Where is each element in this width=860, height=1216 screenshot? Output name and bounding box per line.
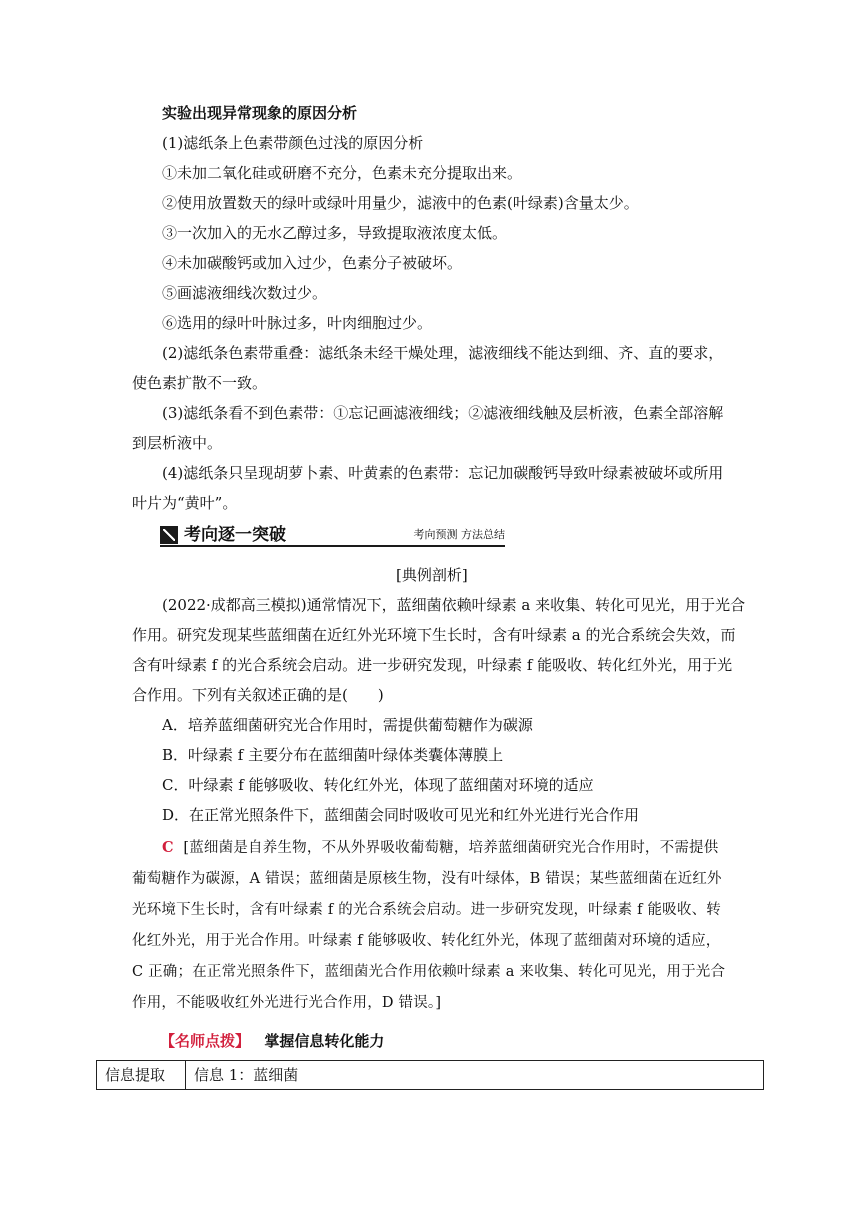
table-cell-label: 信息提取 <box>97 1061 186 1090</box>
info-table <box>96 1060 764 1090</box>
table-row <box>97 1061 764 1090</box>
banner-subtitle: 考向预测 方法总结 <box>413 528 505 541</box>
option-b: B．叶绿素 f 主要分布在蓝细菌叶绿体类囊体薄膜上 <box>162 746 504 764</box>
item1-heading: (1)滤纸条上色素带颜色过浅的原因分析 <box>162 134 424 152</box>
item3-line: 到层析液中。 <box>132 434 223 452</box>
answer-line: 葡萄糖作为碳源，A 错误；蓝细菌是原核生物，没有叶绿体，B 错误；某些蓝细菌在近红外 <box>132 871 722 887</box>
option-a: A．培养蓝细菌研究光合作用时，需提供葡萄糖作为碳源 <box>162 716 533 734</box>
question-line: (2022·成都高三模拟)通常情况下，蓝细菌依赖叶绿素 a 来收集、转化可见光，用于光合 <box>162 596 746 614</box>
answer-first-line <box>162 838 718 858</box>
item1-point: ⑤画滤液细线次数过少。 <box>162 284 328 302</box>
tip-text: 掌握信息转化能力 <box>264 1032 385 1050</box>
item1-point: ③一次加入的无水乙醇过多，导致提取液浓度太低。 <box>162 224 508 242</box>
item2-line: (2)滤纸条色素带重叠：滤纸条未经干燥处理，滤液细线不能达到细、齐、直的要求， <box>162 344 724 362</box>
tip-label: 【名师点拨】 <box>160 1032 251 1050</box>
answer-line: 化红外光，用于光合作用。叶绿素 f 能够吸收、转化红外光，体现了蓝细菌对环境的适应， <box>132 933 721 949</box>
banner-divider <box>160 545 505 547</box>
answer-line: 作用，不能吸收红外光进行光合作用，D 错误。] <box>132 995 442 1011</box>
answer-letter: C <box>162 839 174 856</box>
section-title: 实验出现异常现象的原因分析 <box>162 104 358 122</box>
answer-line: C 正确；在正常光照条件下，蓝细菌光合作用依赖叶绿素 a 来收集、转化可见光，用于光合 <box>132 964 726 980</box>
option-d: D．在正常光照条件下，蓝细菌会同时吸收可见光和红外光进行光合作用 <box>162 806 640 824</box>
item2-line: 使色素扩散不一致。 <box>132 374 268 392</box>
banner-title: 考向逐一突破 <box>184 525 286 545</box>
question-line: 合作用。下列有关叙述正确的是( ) <box>132 686 384 704</box>
item1-point: ②使用放置数天的绿叶或绿叶用量少，滤液中的色素(叶绿素)含量太少。 <box>162 194 639 212</box>
teacher-tip <box>160 1031 384 1051</box>
question-line: 含有叶绿素 f 的光合系统会启动。进一步研究发现，叶绿素 f 能吸收、转化红外光，用于光 <box>132 656 733 674</box>
example-label: [典例剖析] <box>396 566 468 584</box>
item1-point: ⑥选用的绿叶叶脉过多，叶肉细胞过少。 <box>162 314 433 332</box>
item1-point: ①未加二氧化硅或研磨不充分，色素未充分提取出来。 <box>162 164 523 182</box>
item4-line: (4)滤纸条只呈现胡萝卜素、叶黄素的色素带：忘记加碳酸钙导致叶绿素被破坏或所用 <box>162 464 724 482</box>
table-cell-value: 信息 1：蓝细菌 <box>186 1061 764 1090</box>
slash-box-icon <box>160 526 178 544</box>
section-banner <box>160 523 505 547</box>
item1-point: ④未加碳酸钙或加入过少，色素分子被破坏。 <box>162 254 463 272</box>
answer-explanation: [蓝细菌是自养生物，不从外界吸收葡萄糖，培养蓝细菌研究光合作用时，不需提供 <box>183 840 719 856</box>
item3-line: (3)滤纸条看不到色素带：①忘记画滤液细线；②滤液细线触及层析液，色素全部溶解 <box>162 404 724 422</box>
item4-line: 叶片为“黄叶”。 <box>132 494 238 512</box>
question-line: 作用。研究发现某些蓝细菌在近红外光环境下生长时，含有叶绿素 a 的光合系统会失效，而 <box>132 626 736 644</box>
option-c: C．叶绿素 f 能够吸收、转化红外光，体现了蓝细菌对环境的适应 <box>162 776 594 794</box>
answer-line: 光环境下生长时，含有叶绿素 f 的光合系统会启动。进一步研究发现，叶绿素 f 能吸收、转 <box>132 902 721 918</box>
